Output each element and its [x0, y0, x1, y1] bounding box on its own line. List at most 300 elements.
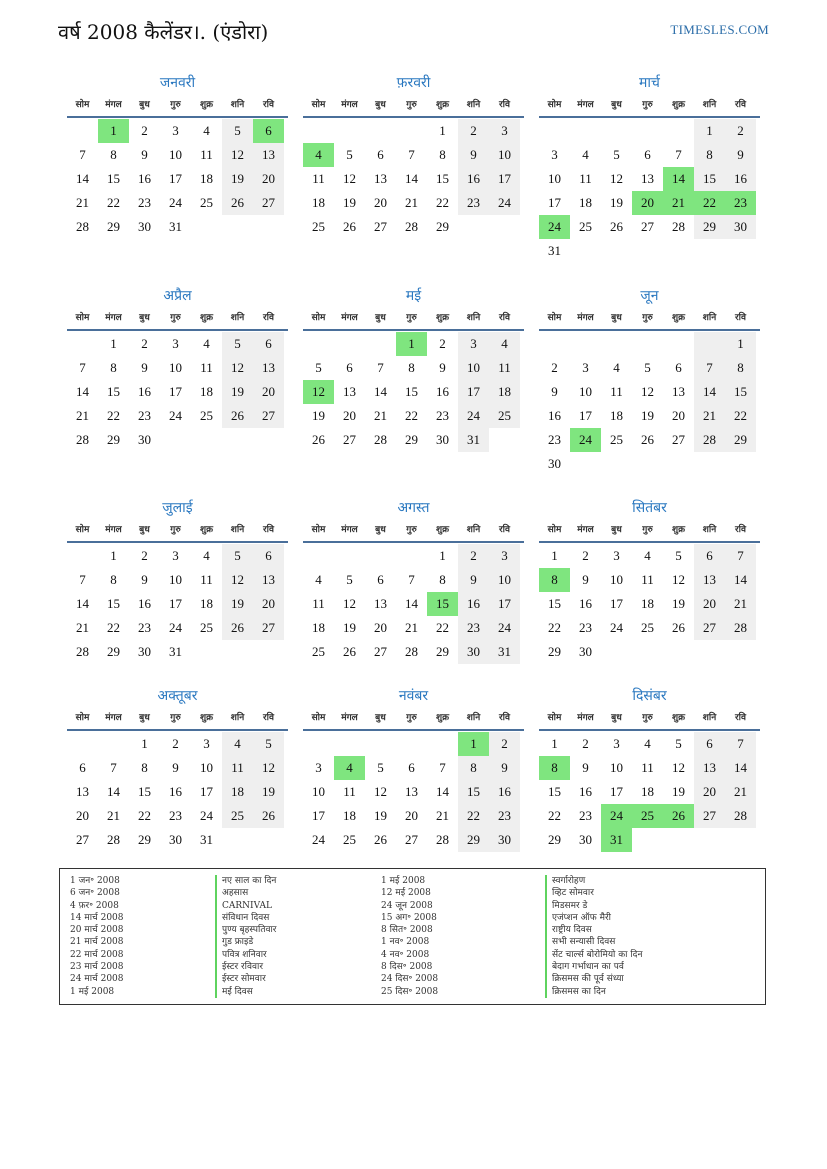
day-cell[interactable]: 5	[675, 736, 682, 751]
day-cell[interactable]: 13	[253, 568, 284, 592]
day-cell[interactable]: 28	[76, 644, 89, 659]
day-cell[interactable]: 18	[200, 384, 213, 399]
day-cell[interactable]: 1	[725, 332, 756, 356]
day-cell[interactable]: 12	[672, 760, 685, 775]
day-cell[interactable]: 5	[377, 760, 384, 775]
day-cell[interactable]: 23	[458, 616, 489, 640]
holiday-day-cell[interactable]: 26	[663, 804, 694, 828]
day-cell[interactable]: 11	[343, 784, 356, 799]
day-cell[interactable]: 22	[548, 808, 561, 823]
day-cell[interactable]: 25	[200, 195, 213, 210]
day-cell[interactable]: 19	[253, 780, 284, 804]
day-cell[interactable]: 12	[374, 784, 387, 799]
day-cell[interactable]: 2	[582, 548, 589, 563]
holiday-day-cell[interactable]: 8	[539, 568, 570, 592]
day-cell[interactable]: 2	[458, 544, 489, 568]
day-cell[interactable]: 10	[169, 572, 182, 587]
day-cell[interactable]: 15	[548, 596, 561, 611]
holiday-day-cell[interactable]: 12	[303, 380, 334, 404]
day-cell[interactable]: 23	[489, 804, 520, 828]
day-cell[interactable]: 20	[76, 808, 89, 823]
day-cell[interactable]: 13	[694, 568, 725, 592]
day-cell[interactable]: 23	[169, 808, 182, 823]
day-cell[interactable]: 20	[343, 408, 356, 423]
day-cell[interactable]: 8	[408, 360, 415, 375]
day-cell[interactable]: 17	[169, 384, 182, 399]
day-cell[interactable]: 5	[346, 572, 353, 587]
day-cell[interactable]: 3	[489, 544, 520, 568]
holiday-day-cell[interactable]: 4	[334, 756, 365, 780]
day-cell[interactable]: 18	[312, 620, 325, 635]
day-cell[interactable]: 24	[169, 620, 182, 635]
day-cell[interactable]: 2	[141, 336, 148, 351]
day-cell[interactable]: 7	[377, 360, 384, 375]
day-cell[interactable]: 13	[253, 143, 284, 167]
day-cell[interactable]: 6	[253, 544, 284, 568]
day-cell[interactable]: 12	[222, 143, 253, 167]
day-cell[interactable]: 14	[374, 384, 387, 399]
day-cell[interactable]: 19	[312, 408, 325, 423]
day-cell[interactable]: 10	[548, 171, 561, 186]
day-cell[interactable]: 1	[110, 336, 117, 351]
holiday-day-cell[interactable]: 6	[253, 119, 284, 143]
holiday-day-cell[interactable]: 1	[458, 732, 489, 756]
day-cell[interactable]: 7	[725, 544, 756, 568]
day-cell[interactable]: 22	[107, 620, 120, 635]
day-cell[interactable]: 11	[579, 171, 592, 186]
day-cell[interactable]: 28	[436, 832, 449, 847]
day-cell[interactable]: 4	[489, 332, 520, 356]
day-cell[interactable]: 20	[405, 808, 418, 823]
day-cell[interactable]: 9	[458, 143, 489, 167]
day-cell[interactable]: 20	[253, 380, 284, 404]
day-cell[interactable]: 20	[672, 408, 685, 423]
day-cell[interactable]: 13	[694, 756, 725, 780]
holiday-day-cell[interactable]: 23	[725, 191, 756, 215]
day-cell[interactable]: 16	[169, 784, 182, 799]
day-cell[interactable]: 17	[312, 808, 325, 823]
day-cell[interactable]: 17	[458, 380, 489, 404]
day-cell[interactable]: 20	[253, 167, 284, 191]
day-cell[interactable]: 6	[644, 147, 651, 162]
holiday-day-cell[interactable]: 21	[663, 191, 694, 215]
day-cell[interactable]: 8	[110, 147, 117, 162]
day-cell[interactable]: 15	[694, 167, 725, 191]
day-cell[interactable]: 25	[200, 620, 213, 635]
day-cell[interactable]: 9	[172, 760, 179, 775]
day-cell[interactable]: 26	[672, 620, 685, 635]
day-cell[interactable]: 8	[439, 572, 446, 587]
day-cell[interactable]: 6	[408, 760, 415, 775]
day-cell[interactable]: 11	[200, 572, 213, 587]
day-cell[interactable]: 28	[374, 432, 387, 447]
day-cell[interactable]: 16	[436, 384, 449, 399]
day-cell[interactable]: 16	[725, 167, 756, 191]
day-cell[interactable]: 23	[436, 408, 449, 423]
holiday-day-cell[interactable]: 1	[396, 332, 427, 356]
day-cell[interactable]: 27	[672, 432, 685, 447]
day-cell[interactable]: 7	[79, 147, 86, 162]
day-cell[interactable]: 6	[253, 332, 284, 356]
day-cell[interactable]: 28	[76, 219, 89, 234]
site-link[interactable]: TIMESLES.COM	[670, 22, 769, 37]
day-cell[interactable]: 21	[405, 195, 418, 210]
holiday-day-cell[interactable]: 22	[694, 191, 725, 215]
day-cell[interactable]: 31	[489, 640, 520, 664]
day-cell[interactable]: 7	[79, 572, 86, 587]
day-cell[interactable]: 16	[579, 596, 592, 611]
day-cell[interactable]: 29	[138, 832, 151, 847]
day-cell[interactable]: 11	[312, 171, 325, 186]
day-cell[interactable]: 30	[579, 644, 592, 659]
day-cell[interactable]: 18	[200, 171, 213, 186]
day-cell[interactable]: 12	[253, 756, 284, 780]
day-cell[interactable]: 3	[489, 119, 520, 143]
day-cell[interactable]: 9	[141, 572, 148, 587]
day-cell[interactable]: 22	[138, 808, 151, 823]
day-cell[interactable]: 28	[107, 832, 120, 847]
day-cell[interactable]: 3	[315, 760, 322, 775]
day-cell[interactable]: 26	[343, 644, 356, 659]
day-cell[interactable]: 11	[489, 356, 520, 380]
day-cell[interactable]: 21	[436, 808, 449, 823]
holiday-day-cell[interactable]: 14	[663, 167, 694, 191]
day-cell[interactable]: 31	[169, 219, 182, 234]
day-cell[interactable]: 19	[222, 592, 253, 616]
day-cell[interactable]: 28	[725, 804, 756, 828]
day-cell[interactable]: 12	[343, 171, 356, 186]
day-cell[interactable]: 22	[436, 195, 449, 210]
day-cell[interactable]: 29	[405, 432, 418, 447]
day-cell[interactable]: 27	[253, 404, 284, 428]
day-cell[interactable]: 10	[610, 760, 623, 775]
day-cell[interactable]: 5	[222, 119, 253, 143]
day-cell[interactable]: 22	[458, 804, 489, 828]
day-cell[interactable]: 21	[107, 808, 120, 823]
day-cell[interactable]: 21	[374, 408, 387, 423]
day-cell[interactable]: 3	[551, 147, 558, 162]
day-cell[interactable]: 2	[141, 123, 148, 138]
day-cell[interactable]: 18	[200, 596, 213, 611]
day-cell[interactable]: 9	[439, 360, 446, 375]
day-cell[interactable]: 11	[200, 147, 213, 162]
day-cell[interactable]: 24	[169, 408, 182, 423]
day-cell[interactable]: 24	[489, 191, 520, 215]
day-cell[interactable]: 14	[405, 596, 418, 611]
day-cell[interactable]: 30	[548, 456, 561, 471]
day-cell[interactable]: 26	[374, 832, 387, 847]
day-cell[interactable]: 27	[253, 616, 284, 640]
day-cell[interactable]: 20	[374, 620, 387, 635]
day-cell[interactable]: 6	[377, 572, 384, 587]
day-cell[interactable]: 14	[76, 596, 89, 611]
day-cell[interactable]: 20	[253, 592, 284, 616]
day-cell[interactable]: 10	[312, 784, 325, 799]
day-cell[interactable]: 28	[725, 616, 756, 640]
day-cell[interactable]: 3	[613, 548, 620, 563]
day-cell[interactable]: 16	[138, 596, 151, 611]
day-cell[interactable]: 14	[694, 380, 725, 404]
day-cell[interactable]: 23	[548, 432, 561, 447]
day-cell[interactable]: 17	[489, 167, 520, 191]
day-cell[interactable]: 19	[374, 808, 387, 823]
day-cell[interactable]: 3	[172, 123, 179, 138]
day-cell[interactable]: 16	[489, 780, 520, 804]
day-cell[interactable]: 14	[405, 171, 418, 186]
day-cell[interactable]: 26	[610, 219, 623, 234]
day-cell[interactable]: 3	[172, 548, 179, 563]
day-cell[interactable]: 21	[694, 404, 725, 428]
day-cell[interactable]: 27	[374, 644, 387, 659]
day-cell[interactable]: 10	[489, 568, 520, 592]
day-cell[interactable]: 7	[439, 760, 446, 775]
day-cell[interactable]: 4	[222, 732, 253, 756]
day-cell[interactable]: 15	[548, 784, 561, 799]
day-cell[interactable]: 1	[551, 548, 558, 563]
day-cell[interactable]: 27	[641, 219, 654, 234]
day-cell[interactable]: 22	[725, 404, 756, 428]
day-cell[interactable]: 7	[725, 732, 756, 756]
day-cell[interactable]: 2	[551, 360, 558, 375]
holiday-day-cell[interactable]: 24	[570, 428, 601, 452]
day-cell[interactable]: 13	[76, 784, 89, 799]
day-cell[interactable]: 26	[641, 432, 654, 447]
day-cell[interactable]: 26	[343, 219, 356, 234]
day-cell[interactable]: 29	[436, 644, 449, 659]
day-cell[interactable]: 4	[203, 336, 210, 351]
day-cell[interactable]: 23	[138, 408, 151, 423]
day-cell[interactable]: 11	[641, 760, 654, 775]
day-cell[interactable]: 25	[222, 804, 253, 828]
day-cell[interactable]: 29	[107, 644, 120, 659]
day-cell[interactable]: 30	[138, 432, 151, 447]
day-cell[interactable]: 2	[439, 336, 446, 351]
day-cell[interactable]: 4	[203, 123, 210, 138]
day-cell[interactable]: 1	[141, 736, 148, 751]
day-cell[interactable]: 17	[548, 195, 561, 210]
day-cell[interactable]: 19	[222, 167, 253, 191]
day-cell[interactable]: 6	[675, 360, 682, 375]
day-cell[interactable]: 19	[672, 784, 685, 799]
day-cell[interactable]: 19	[672, 596, 685, 611]
day-cell[interactable]: 2	[725, 119, 756, 143]
day-cell[interactable]: 16	[579, 784, 592, 799]
day-cell[interactable]: 15	[458, 780, 489, 804]
day-cell[interactable]: 15	[107, 384, 120, 399]
day-cell[interactable]: 25	[343, 832, 356, 847]
day-cell[interactable]: 25	[641, 620, 654, 635]
day-cell[interactable]: 26	[222, 191, 253, 215]
day-cell[interactable]: 29	[694, 215, 725, 239]
day-cell[interactable]: 27	[343, 432, 356, 447]
day-cell[interactable]: 13	[405, 784, 418, 799]
day-cell[interactable]: 22	[548, 620, 561, 635]
day-cell[interactable]: 1	[694, 119, 725, 143]
day-cell[interactable]: 4	[315, 572, 322, 587]
day-cell[interactable]: 21	[76, 408, 89, 423]
holiday-day-cell[interactable]: 8	[539, 756, 570, 780]
day-cell[interactable]: 31	[169, 644, 182, 659]
day-cell[interactable]: 17	[489, 592, 520, 616]
day-cell[interactable]: 30	[579, 832, 592, 847]
day-cell[interactable]: 10	[489, 143, 520, 167]
day-cell[interactable]: 12	[672, 572, 685, 587]
day-cell[interactable]: 13	[343, 384, 356, 399]
day-cell[interactable]: 19	[641, 408, 654, 423]
day-cell[interactable]: 24	[312, 832, 325, 847]
day-cell[interactable]: 30	[489, 828, 520, 852]
day-cell[interactable]: 31	[200, 832, 213, 847]
day-cell[interactable]: 27	[76, 832, 89, 847]
day-cell[interactable]: 12	[222, 356, 253, 380]
day-cell[interactable]: 23	[458, 191, 489, 215]
day-cell[interactable]: 29	[107, 219, 120, 234]
day-cell[interactable]: 26	[222, 404, 253, 428]
day-cell[interactable]: 17	[169, 596, 182, 611]
day-cell[interactable]: 22	[107, 195, 120, 210]
day-cell[interactable]: 1	[439, 123, 446, 138]
day-cell[interactable]: 2	[141, 548, 148, 563]
day-cell[interactable]: 29	[436, 219, 449, 234]
day-cell[interactable]: 9	[141, 147, 148, 162]
day-cell[interactable]: 18	[343, 808, 356, 823]
day-cell[interactable]: 10	[200, 760, 213, 775]
day-cell[interactable]: 18	[579, 195, 592, 210]
day-cell[interactable]: 3	[613, 736, 620, 751]
day-cell[interactable]: 9	[725, 143, 756, 167]
day-cell[interactable]: 29	[107, 432, 120, 447]
day-cell[interactable]: 8	[694, 143, 725, 167]
day-cell[interactable]: 4	[203, 548, 210, 563]
day-cell[interactable]: 3	[172, 336, 179, 351]
day-cell[interactable]: 7	[110, 760, 117, 775]
day-cell[interactable]: 19	[222, 380, 253, 404]
day-cell[interactable]: 12	[222, 568, 253, 592]
day-cell[interactable]: 12	[641, 384, 654, 399]
holiday-day-cell[interactable]: 1	[98, 119, 129, 143]
day-cell[interactable]: 16	[458, 592, 489, 616]
day-cell[interactable]: 14	[725, 568, 756, 592]
day-cell[interactable]: 24	[169, 195, 182, 210]
day-cell[interactable]: 15	[107, 596, 120, 611]
day-cell[interactable]: 6	[346, 360, 353, 375]
day-cell[interactable]: 25	[489, 404, 520, 428]
day-cell[interactable]: 12	[343, 596, 356, 611]
day-cell[interactable]: 2	[172, 736, 179, 751]
day-cell[interactable]: 21	[725, 592, 756, 616]
day-cell[interactable]: 24	[610, 620, 623, 635]
day-cell[interactable]: 13	[374, 171, 387, 186]
day-cell[interactable]: 15	[138, 784, 151, 799]
day-cell[interactable]: 31	[458, 428, 489, 452]
day-cell[interactable]: 24	[200, 808, 213, 823]
day-cell[interactable]: 30	[436, 432, 449, 447]
day-cell[interactable]: 9	[551, 384, 558, 399]
day-cell[interactable]: 19	[343, 195, 356, 210]
day-cell[interactable]: 7	[675, 147, 682, 162]
day-cell[interactable]: 26	[253, 804, 284, 828]
day-cell[interactable]: 10	[579, 384, 592, 399]
day-cell[interactable]: 5	[613, 147, 620, 162]
day-cell[interactable]: 4	[613, 360, 620, 375]
day-cell[interactable]: 7	[79, 360, 86, 375]
day-cell[interactable]: 6	[694, 732, 725, 756]
holiday-day-cell[interactable]: 25	[632, 804, 663, 828]
day-cell[interactable]: 17	[610, 784, 623, 799]
day-cell[interactable]: 17	[169, 171, 182, 186]
day-cell[interactable]: 18	[610, 408, 623, 423]
day-cell[interactable]: 14	[76, 171, 89, 186]
day-cell[interactable]: 8	[141, 760, 148, 775]
day-cell[interactable]: 3	[203, 736, 210, 751]
day-cell[interactable]: 8	[110, 572, 117, 587]
day-cell[interactable]: 10	[169, 360, 182, 375]
day-cell[interactable]: 24	[458, 404, 489, 428]
day-cell[interactable]: 2	[458, 119, 489, 143]
day-cell[interactable]: 14	[725, 756, 756, 780]
day-cell[interactable]: 9	[489, 756, 520, 780]
day-cell[interactable]: 7	[694, 356, 725, 380]
day-cell[interactable]: 7	[408, 572, 415, 587]
day-cell[interactable]: 1	[551, 736, 558, 751]
holiday-day-cell[interactable]: 24	[601, 804, 632, 828]
day-cell[interactable]: 25	[200, 408, 213, 423]
day-cell[interactable]: 10	[610, 572, 623, 587]
day-cell[interactable]: 1	[110, 548, 117, 563]
day-cell[interactable]: 30	[169, 832, 182, 847]
day-cell[interactable]: 23	[579, 620, 592, 635]
holiday-day-cell[interactable]: 31	[601, 828, 632, 852]
day-cell[interactable]: 5	[253, 732, 284, 756]
day-cell[interactable]: 15	[725, 380, 756, 404]
day-cell[interactable]: 15	[405, 384, 418, 399]
day-cell[interactable]: 7	[408, 147, 415, 162]
day-cell[interactable]: 11	[312, 596, 325, 611]
day-cell[interactable]: 5	[222, 332, 253, 356]
day-cell[interactable]: 25	[610, 432, 623, 447]
day-cell[interactable]: 16	[548, 408, 561, 423]
day-cell[interactable]: 28	[405, 219, 418, 234]
day-cell[interactable]: 8	[458, 756, 489, 780]
day-cell[interactable]: 18	[641, 784, 654, 799]
day-cell[interactable]: 6	[694, 544, 725, 568]
day-cell[interactable]: 30	[138, 644, 151, 659]
day-cell[interactable]: 28	[694, 428, 725, 452]
day-cell[interactable]: 11	[222, 756, 253, 780]
day-cell[interactable]: 5	[675, 548, 682, 563]
day-cell[interactable]: 5	[315, 360, 322, 375]
day-cell[interactable]: 23	[138, 620, 151, 635]
day-cell[interactable]: 5	[644, 360, 651, 375]
day-cell[interactable]: 2	[582, 736, 589, 751]
day-cell[interactable]: 17	[579, 408, 592, 423]
day-cell[interactable]: 20	[374, 195, 387, 210]
day-cell[interactable]: 30	[458, 640, 489, 664]
day-cell[interactable]: 28	[76, 432, 89, 447]
day-cell[interactable]: 5	[222, 544, 253, 568]
day-cell[interactable]: 10	[458, 356, 489, 380]
day-cell[interactable]: 2	[489, 732, 520, 756]
day-cell[interactable]: 13	[374, 596, 387, 611]
day-cell[interactable]: 6	[377, 147, 384, 162]
day-cell[interactable]: 31	[548, 243, 561, 258]
day-cell[interactable]: 27	[253, 191, 284, 215]
day-cell[interactable]: 9	[582, 572, 589, 587]
day-cell[interactable]: 11	[200, 360, 213, 375]
day-cell[interactable]: 3	[582, 360, 589, 375]
day-cell[interactable]: 25	[579, 219, 592, 234]
day-cell[interactable]: 27	[405, 832, 418, 847]
